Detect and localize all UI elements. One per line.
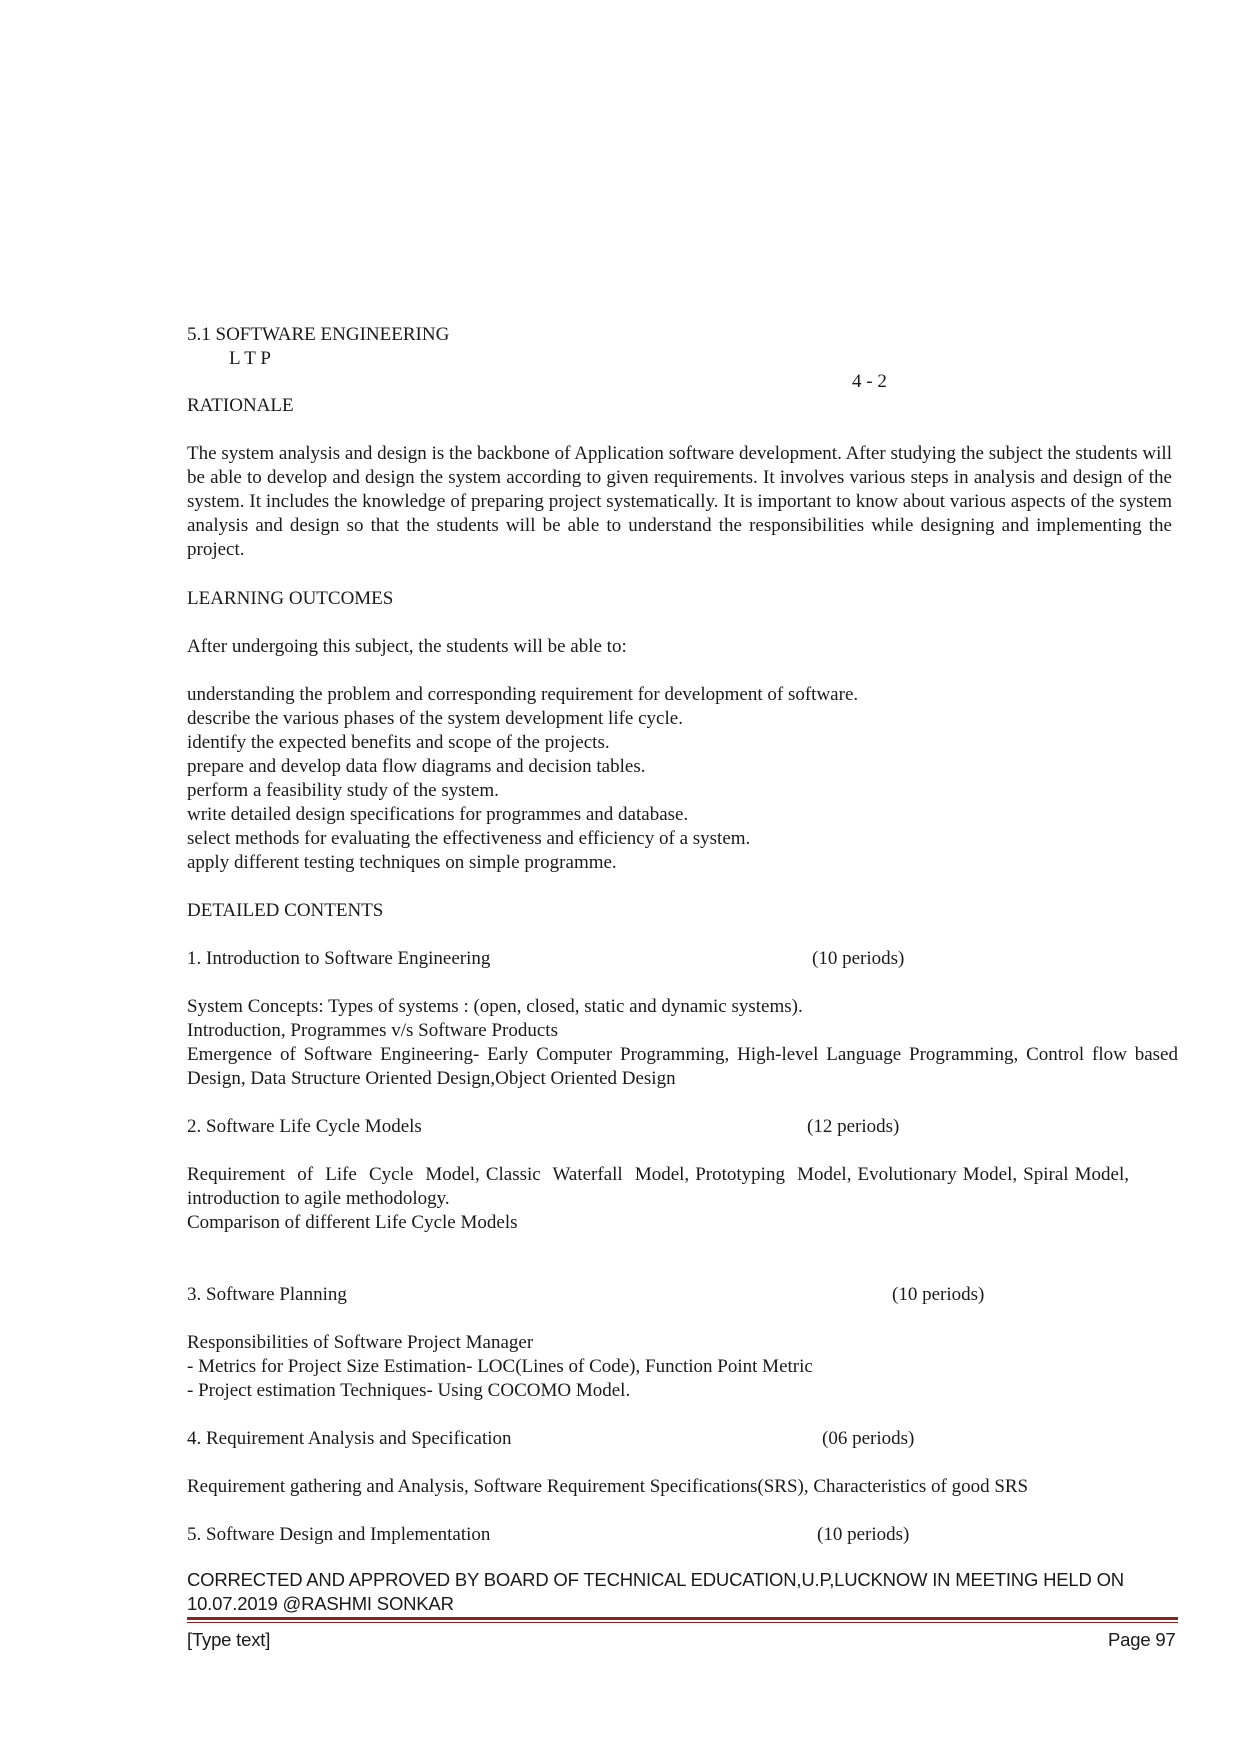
approval-line-1: CORRECTED AND APPROVED BY BOARD OF TECHNICAL EDUCATION,U.P,LUCKNOW IN MEETING HELD ON xyxy=(187,1569,1124,1590)
footer-rule-thick xyxy=(187,1617,1178,1620)
learning-outcomes-heading: LEARNING OUTCOMES xyxy=(187,588,394,609)
page-number: Page 97 xyxy=(1108,1629,1176,1650)
unit-line: Responsibilities of Software Project Manager xyxy=(187,1332,534,1353)
unit-title: 4. Requirement Analysis and Specification xyxy=(187,1428,512,1449)
unit-title: 2. Software Life Cycle Models xyxy=(187,1116,422,1137)
unit-periods: (10 periods) xyxy=(892,1284,985,1305)
ltp-label: L T P xyxy=(229,348,271,369)
unit-line: Comparison of different Life Cycle Models xyxy=(187,1212,518,1233)
unit-title: 1. Introduction to Software Engineering xyxy=(187,948,491,969)
unit-title: 3. Software Planning xyxy=(187,1284,347,1305)
unit-line: - Project estimation Techniques- Using COCOMO Model. xyxy=(187,1380,631,1401)
approval-line-2: 10.07.2019 @RASHMI SONKAR xyxy=(187,1593,454,1614)
footer-placeholder: [Type text] xyxy=(187,1629,271,1650)
learning-outcomes-intro: After undergoing this subject, the students will be able to: xyxy=(187,636,627,657)
unit-title: 5. Software Design and Implementation xyxy=(187,1524,491,1545)
list-item: understanding the problem and corresponding requirement for development of software. xyxy=(187,684,859,705)
unit-line: System Concepts: Types of systems : (open, closed, static and dynamic systems). xyxy=(187,996,803,1017)
list-item: perform a feasibility study of the system. xyxy=(187,780,499,801)
unit-line: Requirement gathering and Analysis, Software Requirement Specifications(SRS), Characteristics of good SRS xyxy=(187,1476,1029,1497)
list-item: identify the expected benefits and scope of the projects. xyxy=(187,732,610,753)
footer-rule-thin xyxy=(187,1622,1178,1623)
unit-periods: (06 periods) xyxy=(822,1428,915,1449)
unit-line: Emergence of Software Engineering- Early Computer Programming, High-level Language Programming, Control flow based Design, Data Structure Oriented Design,Object Oriented Design xyxy=(187,1044,1178,1089)
course-heading: 5.1 SOFTWARE ENGINEERING xyxy=(187,324,450,345)
list-item: write detailed design specifications for programmes and database. xyxy=(187,804,689,825)
list-item: prepare and develop data flow diagrams and decision tables. xyxy=(187,756,646,777)
list-item: describe the various phases of the system development life cycle. xyxy=(187,708,683,729)
unit-periods: (10 periods) xyxy=(812,948,905,969)
unit-periods: (10 periods) xyxy=(817,1524,910,1545)
rationale-heading: RATIONALE xyxy=(187,395,294,416)
unit-line: Introduction, Programmes v/s Software Products xyxy=(187,1020,558,1041)
unit-periods: (12 periods) xyxy=(807,1116,900,1137)
unit-line: Requirement of Life Cycle Model, Classic Waterfall Model, Prototyping Model, Evolutionary Model, Spiral Model, introduction to agile methodology. xyxy=(187,1164,1134,1209)
list-item: select methods for evaluating the effectiveness and efficiency of a system. xyxy=(187,828,751,849)
ltp-values: 4 - 2 xyxy=(852,371,887,392)
rationale-body: The system analysis and design is the backbone of Application software development. After studying the subject the students will be able to develop and design the system according to given requirements. It involves various steps in analysis and design of the system. It includes the knowledge of preparing project systematically. It is important to know about various aspects of the system analysis and design so that the students will be able to understand the responsibilities while designing and implementing the project. xyxy=(187,443,1172,560)
unit-line: - Metrics for Project Size Estimation- LOC(Lines of Code), Function Point Metric xyxy=(187,1356,813,1377)
list-item: apply different testing techniques on simple programme. xyxy=(187,852,617,873)
detailed-contents-heading: DETAILED CONTENTS xyxy=(187,900,384,921)
